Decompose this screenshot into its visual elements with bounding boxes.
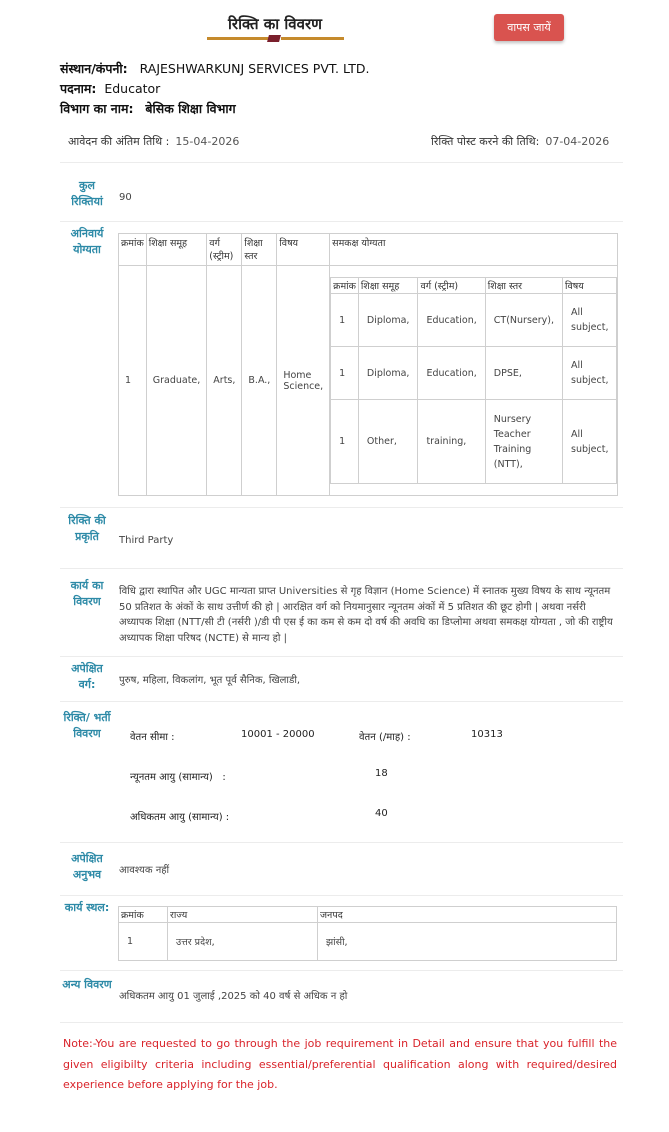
total-vacancies-label: कुल रिक्तियां [71,179,103,208]
table-row [331,294,617,347]
equivalent-header: वर्ग (स्ट्रीम) [418,278,485,294]
location-sno: 1 [119,923,168,961]
equivalent-level: CT(Nursery), [485,294,562,347]
department-value: बेसिक शिक्षा विभाग [145,101,236,116]
equivalent-sno: 1 [331,294,359,347]
equivalent-group: Other, [358,400,418,484]
qualification-sno: 1 [119,266,147,496]
department-row [60,100,236,117]
nature-label: रिक्ति की प्रकृति [68,514,106,543]
equivalent-stream: Education, [418,294,485,347]
job-description-value: विधि द्वारा स्थापित और UGC मान्यता प्राप्त Universities से गृह विज्ञान (Home Science) में स्नातक मुख्य विषय के साथ न्यूनतम 50 प्रतिशत के अंकों के साथ उत्तीर्ण की हो | आरक्षित वर्ग को नियमानुसार न्यूनतम अंकों में 5 प्रतिशत की छूट होगी | अथवा नर्सरी अध्यापक शिक्षा (NTT/सी टी (नर्सरी )/डी पी एस ई का कम से कम दो वर्ष की अवधि का डिप्लोमा अथवा समकक्ष योग्यता , जो की राष्ट्रीय अध्यापक शिक्षा परिषद (NCTE) से मान्य हो | [119,586,613,644]
divider [60,1022,623,1023]
min-age-value: 18 [375,768,388,779]
qualification-header: समकक्ष योग्यता [330,234,618,266]
last-date-value: 15-04-2026 [175,135,240,148]
divider [60,970,623,971]
back-button[interactable]: वापस जायें [494,14,564,41]
qualification-header: क्रमांक [119,234,147,266]
qualification-header: शिक्षा समूह [146,234,207,266]
table-row [331,400,617,484]
title-underline-left [207,37,270,40]
other-details-value: अधिकतम आयु 01 जुलाई ,2025 को 40 वर्ष से अधिक न हो [119,991,348,1002]
department-label: विभाग का नाम: [60,101,134,116]
max-age-label: अधिकतम आयु (सामान्य) : [130,812,230,823]
nature-value: Third Party [119,535,174,546]
posted-date-value: 07-04-2026 [545,135,610,148]
category-label: अपेक्षित वर्ग: [71,662,103,691]
post-row [60,80,160,97]
monthly-salary-label: वेतन (/माह) : [359,732,411,743]
qualification-label: अनिवार्य योग्यता [70,227,104,256]
location-label: कार्य स्थल: [64,901,110,914]
posted-date-label: रिक्ति पोस्ट करने की तिथि: [431,135,540,148]
company-row [60,60,369,77]
title-underline-ornament [267,35,281,42]
last-date-row [68,134,239,149]
recruitment-label: रिक्ति/ भर्ती विवरण [63,711,111,740]
equivalent-header: शिक्षा स्तर [485,278,562,294]
min-age-label: न्यूनतम आयु (सामान्य) : [130,772,226,783]
qualification-header: वर्ग (स्ट्रीम) [207,234,242,266]
eligibility-note: Note:-You are requested to go through the job requirement in Detail and ensure that you fulfill the given eligibilty criteria including essential/preferential qualification along with required/desired experience before applying for the job. [63,1037,617,1091]
divider [60,162,623,163]
equivalent-subject: All subject, [563,294,617,347]
equivalent-stream: Education, [418,347,485,400]
company-label: संस्थान/कंपनी: [60,61,128,76]
equivalent-header: क्रमांक [331,278,359,294]
qualification-stream: Arts, [207,266,242,496]
equivalent-group: Diploma, [358,294,418,347]
equivalent-group: Diploma, [358,347,418,400]
equivalent-header: शिक्षा समूह [358,278,418,294]
location-district: झांसी, [318,923,617,961]
qualification-header: विषय [277,234,330,266]
qualification-group: Graduate, [146,266,207,496]
category-value: पुरुष, महिला, विकलांग, भूत पूर्व सैनिक, खिलाडी, [119,675,301,686]
equivalent-sno: 1 [331,347,359,400]
table-row [331,347,617,400]
divider [60,842,623,843]
qualification-table [118,233,618,496]
experience-value: आवश्यक नहीं [119,865,170,876]
equivalent-level: DPSE, [485,347,562,400]
equivalent-level: Nursery Teacher Training (NTT), [485,400,562,484]
monthly-salary-value: 10313 [471,729,503,740]
qualification-header: शिक्षा स्तर [242,234,277,266]
title-underline-right [281,37,344,40]
divider [60,568,623,569]
location-table [118,906,617,961]
location-header: राज्य [168,907,318,923]
table-row [119,266,618,496]
total-vacancies-value: 90 [119,192,132,203]
location-header: जनपद [318,907,617,923]
equivalent-subject: All subject, [563,400,617,484]
company-value: RAJESHWARKUNJ SERVICES PVT. LTD. [139,61,370,76]
job-description-label: कार्य का विवरण [70,579,104,608]
divider [60,221,623,222]
last-date-label: आवेदन की अंतिम तिथि : [68,135,170,148]
location-state: उत्तर प्रदेश, [168,923,318,961]
post-value: Educator [104,81,161,96]
location-header: क्रमांक [119,907,168,923]
divider [60,656,623,657]
salary-range-value: 10001 - 20000 [241,729,315,740]
divider [60,701,623,702]
equivalent-stream: training, [418,400,485,484]
equivalent-subject: All subject, [563,347,617,400]
posted-date-row [431,134,609,149]
equivalent-qualification-table [330,277,617,484]
divider [60,895,623,896]
equivalent-header: विषय [563,278,617,294]
page-title: रिक्ति का विवरण [228,15,322,33]
max-age-value: 40 [375,808,388,819]
other-details-label: अन्य विवरण [62,978,112,991]
equivalent-sno: 1 [331,400,359,484]
equivalent-qualification-cell [330,266,618,496]
salary-range-label: वेतन सीमा : [130,732,175,743]
table-row [119,923,617,961]
experience-label: अपेक्षित अनुभव [71,852,103,881]
qualification-level: B.A., [242,266,277,496]
post-label: पदनाम: [60,81,97,96]
qualification-subject: Home Science, [277,266,330,496]
divider [60,507,623,508]
